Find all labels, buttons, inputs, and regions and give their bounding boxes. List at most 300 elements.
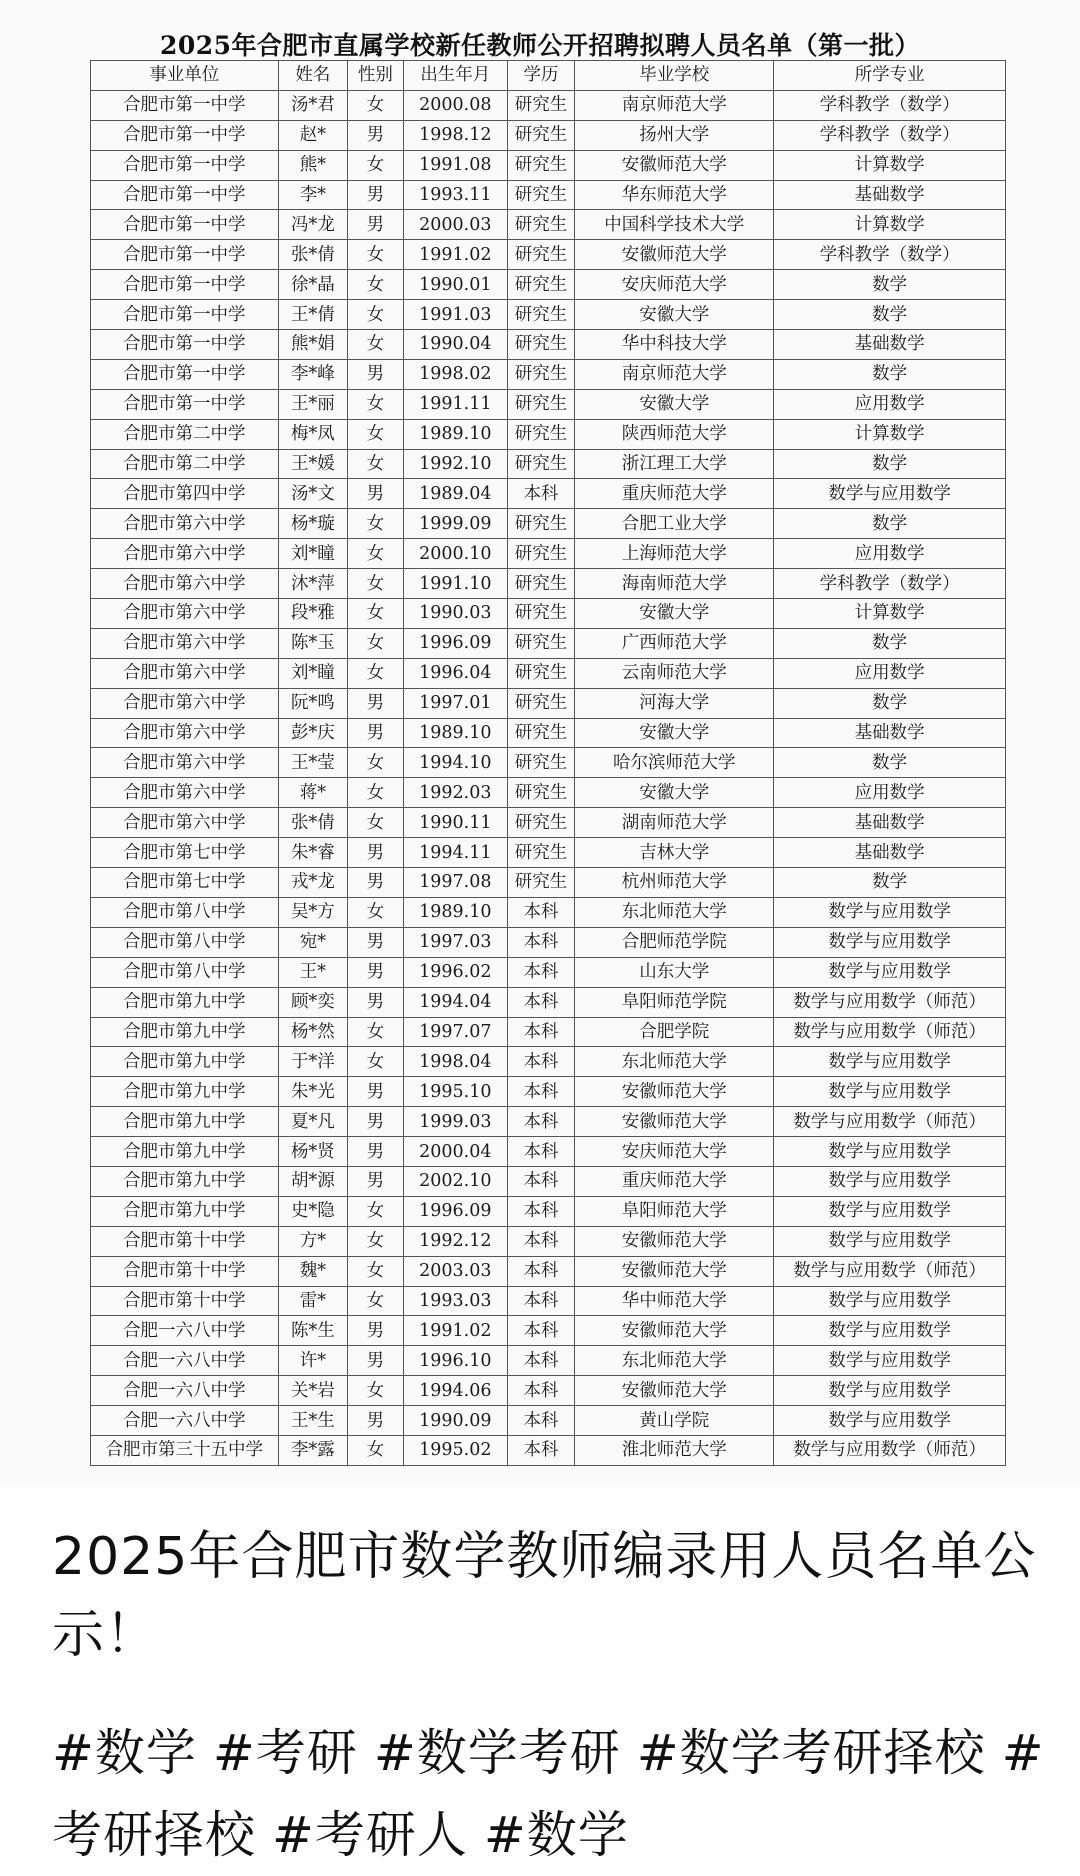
cell-major: 数学与应用数学（师范） [774,1435,1006,1465]
cell-major: 数学 [774,628,1006,658]
cell-degree: 研究生 [507,90,574,120]
cell-unit: 合肥市第六中学 [91,599,279,629]
table-row [91,838,1006,868]
cell-birth: 1994.04 [403,987,507,1017]
table-row [91,868,1006,898]
cell-birth: 1997.07 [403,1017,507,1047]
cell-unit: 合肥市第六中学 [91,539,279,569]
cell-school: 南京师范大学 [575,359,774,389]
cell-school: 上海师范大学 [575,539,774,569]
table-row [91,1376,1006,1406]
cell-unit: 合肥市第二中学 [91,419,279,449]
cell-birth: 1996.09 [403,1196,507,1226]
cell-name: 陈*玉 [278,628,347,658]
cell-gender: 女 [348,778,404,808]
cell-major: 应用数学 [774,658,1006,688]
cell-major: 数学与应用数学 [774,927,1006,957]
table-row [91,1137,1006,1167]
cell-major: 应用数学 [774,389,1006,419]
cell-name: 汤*文 [278,479,347,509]
cell-birth: 1990.03 [403,599,507,629]
cell-name: 朱*光 [278,1077,347,1107]
cell-degree: 本科 [507,1286,574,1316]
cell-degree: 本科 [507,927,574,957]
table-row [91,748,1006,778]
cell-unit: 合肥市第八中学 [91,957,279,987]
cell-major: 数学 [774,449,1006,479]
cell-name: 李*露 [278,1435,347,1465]
cell-major: 应用数学 [774,778,1006,808]
cell-school: 安徽师范大学 [575,1107,774,1137]
table-row [91,300,1006,330]
cell-name: 顾*奕 [278,987,347,1017]
table-row [91,599,1006,629]
cell-name: 于*洋 [278,1047,347,1077]
cell-gender: 女 [348,1286,404,1316]
cell-gender: 女 [348,270,404,300]
cell-school: 吉林大学 [575,838,774,868]
cell-school: 山东大学 [575,957,774,987]
cell-name: 徐*晶 [278,270,347,300]
cell-major: 数学 [774,359,1006,389]
cell-school: 安庆师范大学 [575,270,774,300]
cell-unit: 合肥市第六中学 [91,509,279,539]
table-row [91,1435,1006,1465]
cell-degree: 本科 [507,957,574,987]
cell-gender: 女 [348,658,404,688]
cell-unit: 合肥市第六中学 [91,688,279,718]
cell-birth: 1997.08 [403,868,507,898]
cell-degree: 本科 [507,1376,574,1406]
cell-gender: 女 [348,240,404,270]
hashtag-link[interactable]: #数学 [483,1806,629,1864]
cell-name: 刘*瞳 [278,658,347,688]
cell-birth: 2000.04 [403,1137,507,1167]
cell-name: 魏* [278,1256,347,1286]
cell-unit: 合肥市第一中学 [91,330,279,360]
cell-degree: 研究生 [507,838,574,868]
cell-birth: 1996.04 [403,658,507,688]
cell-birth: 1992.12 [403,1226,507,1256]
cell-school: 海南师范大学 [575,569,774,599]
roster-body [91,90,1006,1465]
cell-gender: 男 [348,120,404,150]
cell-unit: 合肥市第八中学 [91,897,279,927]
cell-name: 夏*凡 [278,1107,347,1137]
cell-gender: 男 [348,1077,404,1107]
cell-name: 戎*龙 [278,868,347,898]
cell-major: 基础数学 [774,808,1006,838]
cell-major: 数学与应用数学 [774,1226,1006,1256]
cell-major: 数学与应用数学（师范） [774,1256,1006,1286]
cell-birth: 1992.03 [403,778,507,808]
column-header-birth: 出生年月 [403,61,507,91]
cell-name: 许* [278,1346,347,1376]
cell-unit: 合肥一六八中学 [91,1406,279,1436]
cell-degree: 研究生 [507,569,574,599]
cell-unit: 合肥市第九中学 [91,1017,279,1047]
cell-gender: 男 [348,987,404,1017]
cell-major: 计算数学 [774,210,1006,240]
table-row [91,210,1006,240]
cell-major: 数学 [774,270,1006,300]
cell-major: 数学与应用数学（师范） [774,1107,1006,1137]
cell-birth: 1991.11 [403,389,507,419]
cell-school: 浙江理工大学 [575,449,774,479]
cell-school: 黄山学院 [575,1406,774,1436]
cell-degree: 研究生 [507,359,574,389]
cell-name: 史*隐 [278,1196,347,1226]
cell-major: 数学与应用数学 [774,1077,1006,1107]
cell-school: 合肥工业大学 [575,509,774,539]
cell-unit: 合肥市第七中学 [91,868,279,898]
hashtag-link[interactable]: #数学考研择校 [636,1724,986,1782]
table-row [91,1226,1006,1256]
table-row [91,359,1006,389]
table-row [91,180,1006,210]
table-row [91,419,1006,449]
cell-unit: 合肥市第一中学 [91,359,279,389]
cell-unit: 合肥市第一中学 [91,240,279,270]
cell-unit: 合肥市第七中学 [91,838,279,868]
cell-birth: 1996.09 [403,628,507,658]
cell-major: 数学 [774,748,1006,778]
cell-birth: 1999.09 [403,509,507,539]
table-row [91,688,1006,718]
cell-degree: 研究生 [507,300,574,330]
cell-major: 学科教学（数学） [774,120,1006,150]
cell-unit: 合肥市第九中学 [91,1077,279,1107]
cell-gender: 女 [348,1376,404,1406]
cell-name: 王* [278,957,347,987]
cell-birth: 1994.10 [403,748,507,778]
cell-school: 河海大学 [575,688,774,718]
cell-school: 哈尔滨师范大学 [575,748,774,778]
cell-gender: 女 [348,150,404,180]
cell-birth: 1994.11 [403,838,507,868]
cell-name: 方* [278,1226,347,1256]
cell-birth: 1994.06 [403,1376,507,1406]
table-row [91,569,1006,599]
cell-major: 数学与应用数学 [774,479,1006,509]
column-header-school: 毕业学校 [575,61,774,91]
hashtag-link[interactable]: #考研人 [272,1806,468,1864]
cell-birth: 1995.10 [403,1077,507,1107]
cell-unit: 合肥市第九中学 [91,987,279,1017]
cell-major: 基础数学 [774,718,1006,748]
cell-gender: 女 [348,569,404,599]
cell-unit: 合肥市第一中学 [91,210,279,240]
hashtag-link[interactable]: #考研 [212,1724,358,1782]
cell-degree: 本科 [507,479,574,509]
cell-birth: 1989.10 [403,718,507,748]
cell-name: 张*倩 [278,240,347,270]
cell-unit: 合肥市第九中学 [91,1107,279,1137]
cell-unit: 合肥市第一中学 [91,180,279,210]
cell-birth: 1998.04 [403,1047,507,1077]
cell-name: 杨*贤 [278,1137,347,1167]
cell-major: 数学与应用数学 [774,1286,1006,1316]
cell-unit: 合肥市第四中学 [91,479,279,509]
cell-school: 华东师范大学 [575,180,774,210]
cell-major: 数学与应用数学 [774,1406,1006,1436]
cell-gender: 男 [348,479,404,509]
cell-unit: 合肥市第二中学 [91,449,279,479]
cell-unit: 合肥市第一中学 [91,150,279,180]
cell-unit: 合肥市第六中学 [91,569,279,599]
cell-unit: 合肥市第十中学 [91,1286,279,1316]
hashtag-link[interactable]: #数学考研 [373,1724,621,1782]
cell-degree: 研究生 [507,688,574,718]
cell-birth: 1989.10 [403,897,507,927]
cell-major: 数学与应用数学 [774,957,1006,987]
cell-degree: 本科 [507,1435,574,1465]
cell-unit: 合肥市第十中学 [91,1226,279,1256]
cell-degree: 本科 [507,1077,574,1107]
cell-school: 广西师范大学 [575,628,774,658]
table-row [91,927,1006,957]
cell-school: 东北师范大学 [575,897,774,927]
cell-gender: 女 [348,300,404,330]
cell-name: 王*生 [278,1406,347,1436]
cell-birth: 1991.10 [403,569,507,599]
cell-gender: 女 [348,599,404,629]
cell-birth: 2002.10 [403,1166,507,1196]
cell-degree: 研究生 [507,718,574,748]
cell-birth: 1990.11 [403,808,507,838]
cell-birth: 2000.10 [403,539,507,569]
cell-birth: 1997.03 [403,927,507,957]
table-row [91,957,1006,987]
cell-degree: 研究生 [507,539,574,569]
cell-gender: 男 [348,1137,404,1167]
cell-gender: 女 [348,389,404,419]
cell-name: 王*丽 [278,389,347,419]
cell-degree: 研究生 [507,270,574,300]
cell-unit: 合肥市第九中学 [91,1196,279,1226]
cell-unit: 合肥市第一中学 [91,120,279,150]
cell-birth: 1998.12 [403,120,507,150]
cell-name: 熊*娟 [278,330,347,360]
cell-name: 李* [278,180,347,210]
cell-name: 冯*龙 [278,210,347,240]
table-row [91,1406,1006,1436]
table-row [91,1196,1006,1226]
cell-name: 王*莹 [278,748,347,778]
cell-birth: 1991.02 [403,1316,507,1346]
cell-degree: 本科 [507,1047,574,1077]
column-header-unit: 事业单位 [91,61,279,91]
cell-gender: 女 [348,808,404,838]
cell-gender: 男 [348,838,404,868]
table-row [91,240,1006,270]
cell-gender: 女 [348,748,404,778]
hashtag-link[interactable]: #考研择校 [52,1724,1045,1864]
cell-school: 安徽师范大学 [575,240,774,270]
table-row [91,987,1006,1017]
cell-gender: 男 [348,868,404,898]
table-row [91,330,1006,360]
cell-major: 数学与应用数学 [774,1047,1006,1077]
cell-school: 东北师范大学 [575,1346,774,1376]
cell-unit: 合肥一六八中学 [91,1346,279,1376]
cell-school: 安徽大学 [575,718,774,748]
table-row [91,897,1006,927]
cell-birth: 1996.02 [403,957,507,987]
cell-school: 华中科技大学 [575,330,774,360]
post-caption: 2025年合肥市数学教师编录用人员名单公示！ [52,1527,1037,1665]
cell-major: 学科教学（数学） [774,569,1006,599]
table-row [91,808,1006,838]
cell-name: 王*倩 [278,300,347,330]
cell-degree: 研究生 [507,658,574,688]
table-row [91,270,1006,300]
cell-major: 数学 [774,509,1006,539]
cell-birth: 2003.03 [403,1256,507,1286]
cell-degree: 本科 [507,1226,574,1256]
cell-school: 安徽师范大学 [575,1376,774,1406]
cell-degree: 本科 [507,1256,574,1286]
cell-gender: 女 [348,628,404,658]
cell-major: 数学与应用数学 [774,1316,1006,1346]
table-row [91,1316,1006,1346]
cell-major: 计算数学 [774,150,1006,180]
cell-gender: 男 [348,688,404,718]
cell-major: 学科教学（数学） [774,240,1006,270]
cell-gender: 男 [348,1406,404,1436]
cell-school: 陕西师范大学 [575,419,774,449]
column-header-name: 姓名 [278,61,347,91]
cell-school: 合肥师范学院 [575,927,774,957]
cell-birth: 1989.04 [403,479,507,509]
column-header-major: 所学专业 [774,61,1006,91]
cell-school: 安徽师范大学 [575,1077,774,1107]
table-row [91,150,1006,180]
cell-birth: 1996.10 [403,1346,507,1376]
hashtag-link[interactable]: #数学 [52,1724,197,1782]
cell-gender: 男 [348,359,404,389]
cell-degree: 本科 [507,1316,574,1346]
cell-school: 重庆师范大学 [575,1166,774,1196]
cell-degree: 本科 [507,1137,574,1167]
cell-major: 计算数学 [774,419,1006,449]
cell-school: 中国科学技术大学 [575,210,774,240]
cell-name: 李*峰 [278,359,347,389]
cell-school: 安庆师范大学 [575,1137,774,1167]
cell-name: 沐*萍 [278,569,347,599]
cell-birth: 1991.03 [403,300,507,330]
cell-name: 胡*源 [278,1166,347,1196]
cell-unit: 合肥市第九中学 [91,1166,279,1196]
cell-school: 淮北师范大学 [575,1435,774,1465]
table-row [91,449,1006,479]
cell-name: 熊* [278,150,347,180]
table-row [91,718,1006,748]
cell-unit: 合肥市第六中学 [91,628,279,658]
cell-school: 安徽大学 [575,778,774,808]
cell-degree: 研究生 [507,628,574,658]
cell-school: 杭州师范大学 [575,868,774,898]
table-row [91,389,1006,419]
cell-unit: 合肥市第八中学 [91,927,279,957]
cell-degree: 研究生 [507,419,574,449]
cell-gender: 女 [348,1047,404,1077]
cell-unit: 合肥市第六中学 [91,658,279,688]
table-row [91,778,1006,808]
cell-school: 合肥学院 [575,1017,774,1047]
cell-unit: 合肥市第一中学 [91,270,279,300]
table-row [91,1107,1006,1137]
cell-gender: 男 [348,210,404,240]
cell-school: 安徽师范大学 [575,150,774,180]
cell-name: 雷* [278,1286,347,1316]
table-row [91,1256,1006,1286]
cell-birth: 1998.02 [403,359,507,389]
cell-major: 基础数学 [774,838,1006,868]
cell-degree: 研究生 [507,180,574,210]
cell-major: 学科教学（数学） [774,90,1006,120]
cell-name: 刘*瞳 [278,539,347,569]
cell-gender: 男 [348,927,404,957]
cell-birth: 2000.03 [403,210,507,240]
cell-major: 数学与应用数学 [774,1376,1006,1406]
cell-major: 数学与应用数学 [774,1196,1006,1226]
table-row [91,1047,1006,1077]
cell-school: 安徽大学 [575,599,774,629]
cell-school: 安徽师范大学 [575,1256,774,1286]
cell-degree: 研究生 [507,240,574,270]
cell-degree: 本科 [507,1196,574,1226]
cell-unit: 合肥一六八中学 [91,1376,279,1406]
hashtag-list [52,1712,1052,1876]
document-title: 2025年合肥市直属学校新任教师公开招聘拟聘人员名单（第一批） [159,31,921,60]
cell-unit: 合肥市第六中学 [91,808,279,838]
cell-gender: 女 [348,1226,404,1256]
cell-birth: 1991.08 [403,150,507,180]
cell-birth: 1989.10 [403,419,507,449]
cell-gender: 女 [348,1256,404,1286]
cell-degree: 本科 [507,1406,574,1436]
cell-birth: 1990.04 [403,330,507,360]
cell-degree: 研究生 [507,748,574,778]
cell-degree: 研究生 [507,150,574,180]
cell-gender: 男 [348,180,404,210]
cell-major: 数学 [774,868,1006,898]
table-row [91,120,1006,150]
cell-degree: 研究生 [507,389,574,419]
cell-school: 扬州大学 [575,120,774,150]
cell-gender: 女 [348,330,404,360]
cell-degree: 本科 [507,1107,574,1137]
cell-name: 宛* [278,927,347,957]
table-row [91,1017,1006,1047]
table-header-row [91,61,1006,91]
cell-major: 数学与应用数学 [774,897,1006,927]
cell-school: 安徽大学 [575,389,774,419]
cell-name: 吴*方 [278,897,347,927]
cell-school: 重庆师范大学 [575,479,774,509]
cell-birth: 1997.01 [403,688,507,718]
roster-table [90,60,1006,1466]
cell-name: 杨*然 [278,1017,347,1047]
cell-degree: 本科 [507,897,574,927]
cell-school: 华中师范大学 [575,1286,774,1316]
cell-name: 梅*凤 [278,419,347,449]
cell-unit: 合肥市第一中学 [91,90,279,120]
cell-name: 朱*睿 [278,838,347,868]
cell-major: 应用数学 [774,539,1006,569]
cell-birth: 1993.03 [403,1286,507,1316]
